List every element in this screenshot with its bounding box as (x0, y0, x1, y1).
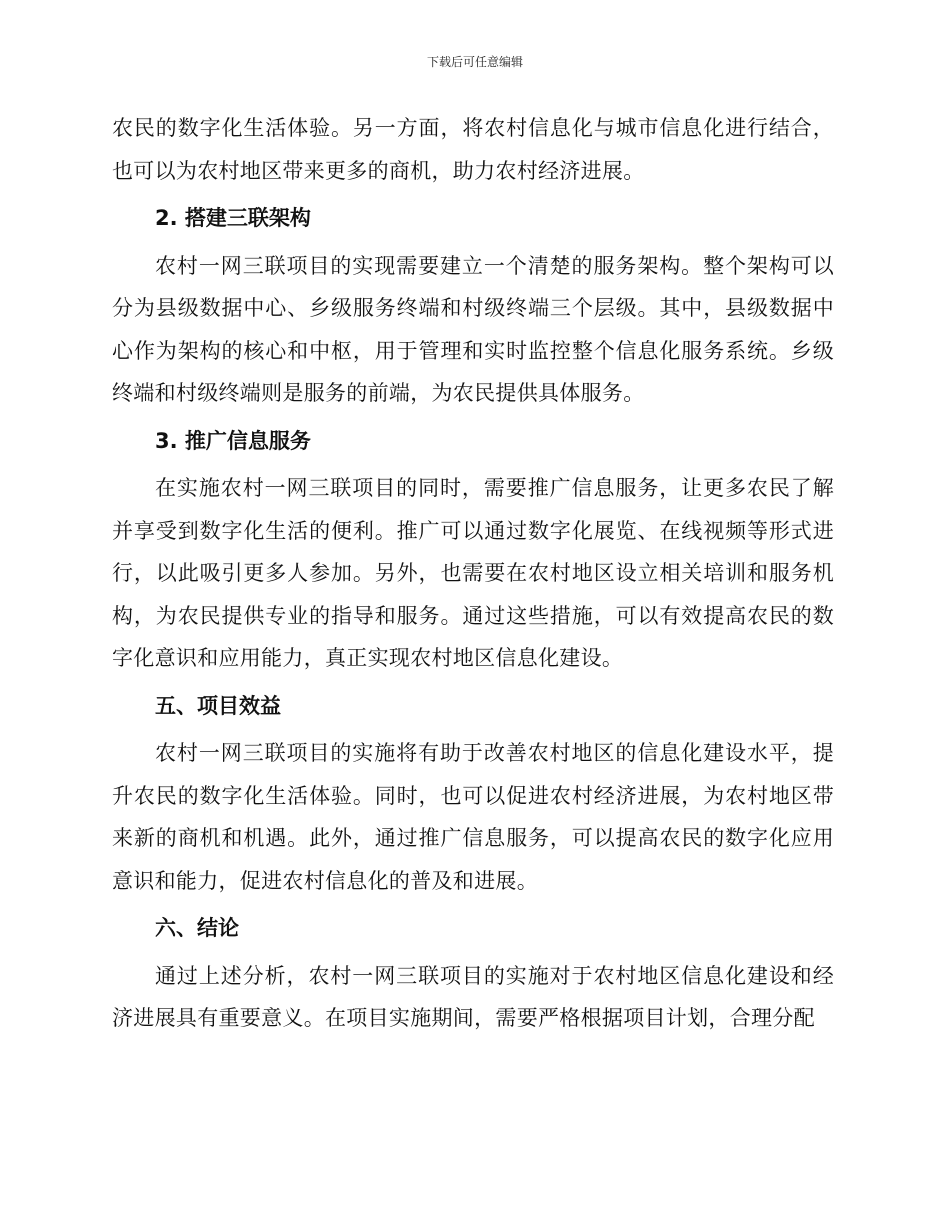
heading-promote-services: 3. 推广信息服务 (155, 428, 311, 453)
document-body (112, 107, 834, 1040)
heading-build-architecture: 2. 搭建三联架构 (155, 206, 311, 230)
paragraph-project-benefits: 农村一网三联项目的实施将有助于改善农村地区的信息化建设水平，提升农民的数字化生活体验。同时，也可以促进农村经济进展，为农村地区带来新的商机和机遇。此外，通过推广信息服务，可以提高农民的数字化应用意识和能力，促进农村信息化的普及和进展。 (112, 741, 834, 893)
paragraph-intro: 农民的数字化生活体验。另一方面，将农村信息化与城市信息化进行结合，也可以为农村地区带来更多的商机，助力农村经济进展。 (112, 116, 834, 183)
paragraph-architecture: 农村一网三联项目的实现需要建立一个清楚的服务架构。整个架构可以分为县级数据中心、乡级服务终端和村级终端三个层级。其中，县级数据中心作为架构的核心和中枢，用于管理和实时监控整个信息化服务系统。乡级终端和村级终端则是服务的前端，为农民提供具体服务。 (112, 253, 834, 405)
paragraph-conclusion: 通过上述分析，农村一网三联项目的实施对于农村地区信息化建设和经济进展具有重要意义。在项目实施期间，需要严格根据项目计划，合理分配 (112, 963, 834, 1030)
page-header: 下载后可任意编辑 (426, 55, 523, 69)
heading-project-benefits: 五、项目效益 (155, 693, 281, 718)
paragraph-promote-services: 在实施农村一网三联项目的同时，需要推广信息服务，让更多农民了解并享受到数字化生活的便利。推广可以通过数字化展览、在线视频等形式进行，以此吸引更多人参加。另外，也需要在农村地区设立相关培训和服务机构，为农民提供专业的指导和服务。通过这些措施，可以有效提高农民的数字化意识和应用能力，真正实现农村地区信息化建设。 (112, 476, 834, 670)
heading-conclusion: 六、结论 (155, 916, 239, 940)
